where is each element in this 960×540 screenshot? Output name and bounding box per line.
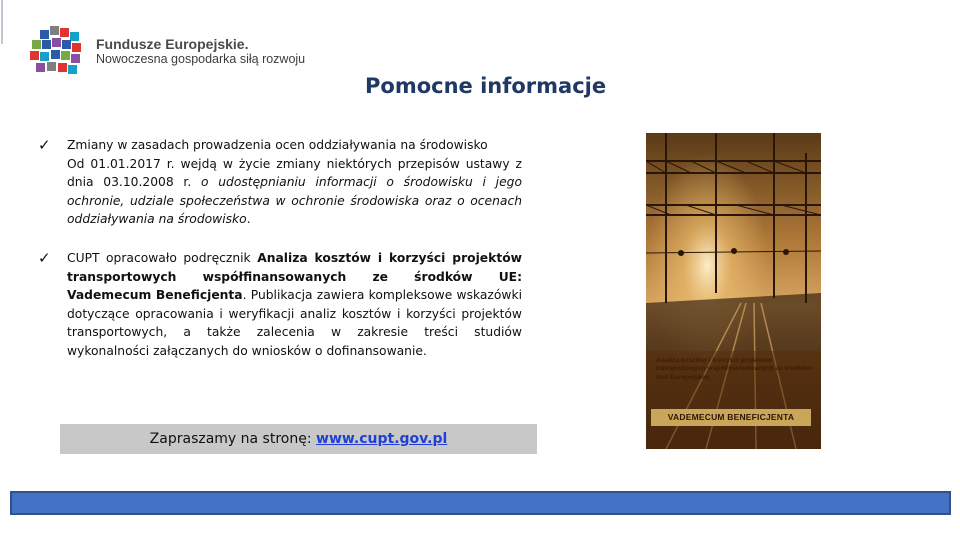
railway-sunset-illustration [646, 133, 821, 449]
bullet-item-cupt-handbook [38, 249, 522, 361]
slide-title: Pomocne informacje [365, 74, 607, 98]
bullet-2-handbook-title: Analiza kosztów i korzyści projektów transportowych współfinansowanych ze środków UE: Vademecum Beneficjenta [67, 250, 523, 303]
bullet-1-heading: Zmiany w zasadach prowadzenia ocen oddziaływania na środowisko [67, 138, 488, 152]
book-badge: VADEMECUM BENEFICJENTA [651, 409, 811, 426]
logo-line-2: Nowoczesna gospodarka siłą rozwoju [96, 52, 306, 66]
eu-funds-logo [30, 26, 330, 76]
slide-edge-line [1, 0, 3, 44]
footer-bar [10, 491, 951, 515]
checkmark-icon: ✓ [38, 248, 51, 267]
invitation-text: Zapraszamy na stronę: [149, 431, 317, 447]
checkmark-icon: ✓ [38, 136, 51, 154]
bullet-2-text-end: . Publikacja zawiera kompleksowe wskazówki dotyczące opracowania i weryfikacji analiz kosztów i korzyści projektów transportowych, a także zalecenia w zakresie treści studiów wykonalności załączanych do wniosków o dofinansowanie. [67, 288, 522, 358]
eu-flag-mosaic-icon [30, 26, 84, 76]
bullet-1-period: . [246, 212, 251, 227]
bullet-1-text: Od 01.01.2017 r. wejdą w życie zmiany niektórych przepisów ustawy z dnia 03.10.2008 r. [67, 156, 522, 190]
cupt-website-link[interactable]: www.cupt.gov.pl [316, 431, 448, 447]
bullet-item-eia-changes [38, 136, 522, 229]
book-cover-image [646, 133, 821, 449]
bullet-1-act-name: o udostępnianiu informacji o środowisku i jego ochronie, udziale społeczeństwa w ochronie środowiska oraz o ocenach oddziaływania na środowisko [67, 175, 522, 227]
invitation-banner [60, 424, 537, 454]
book-title: Analiza kosztów i korzyści projektów transportowych współfinansowanych ze środków Unii Europejskiej [656, 357, 812, 381]
bullet-2-text-start: CUPT opracowało podręcznik [67, 250, 258, 265]
logo-line-1: Fundusze Europejskie. [96, 36, 249, 52]
bullet-list [38, 136, 522, 361]
